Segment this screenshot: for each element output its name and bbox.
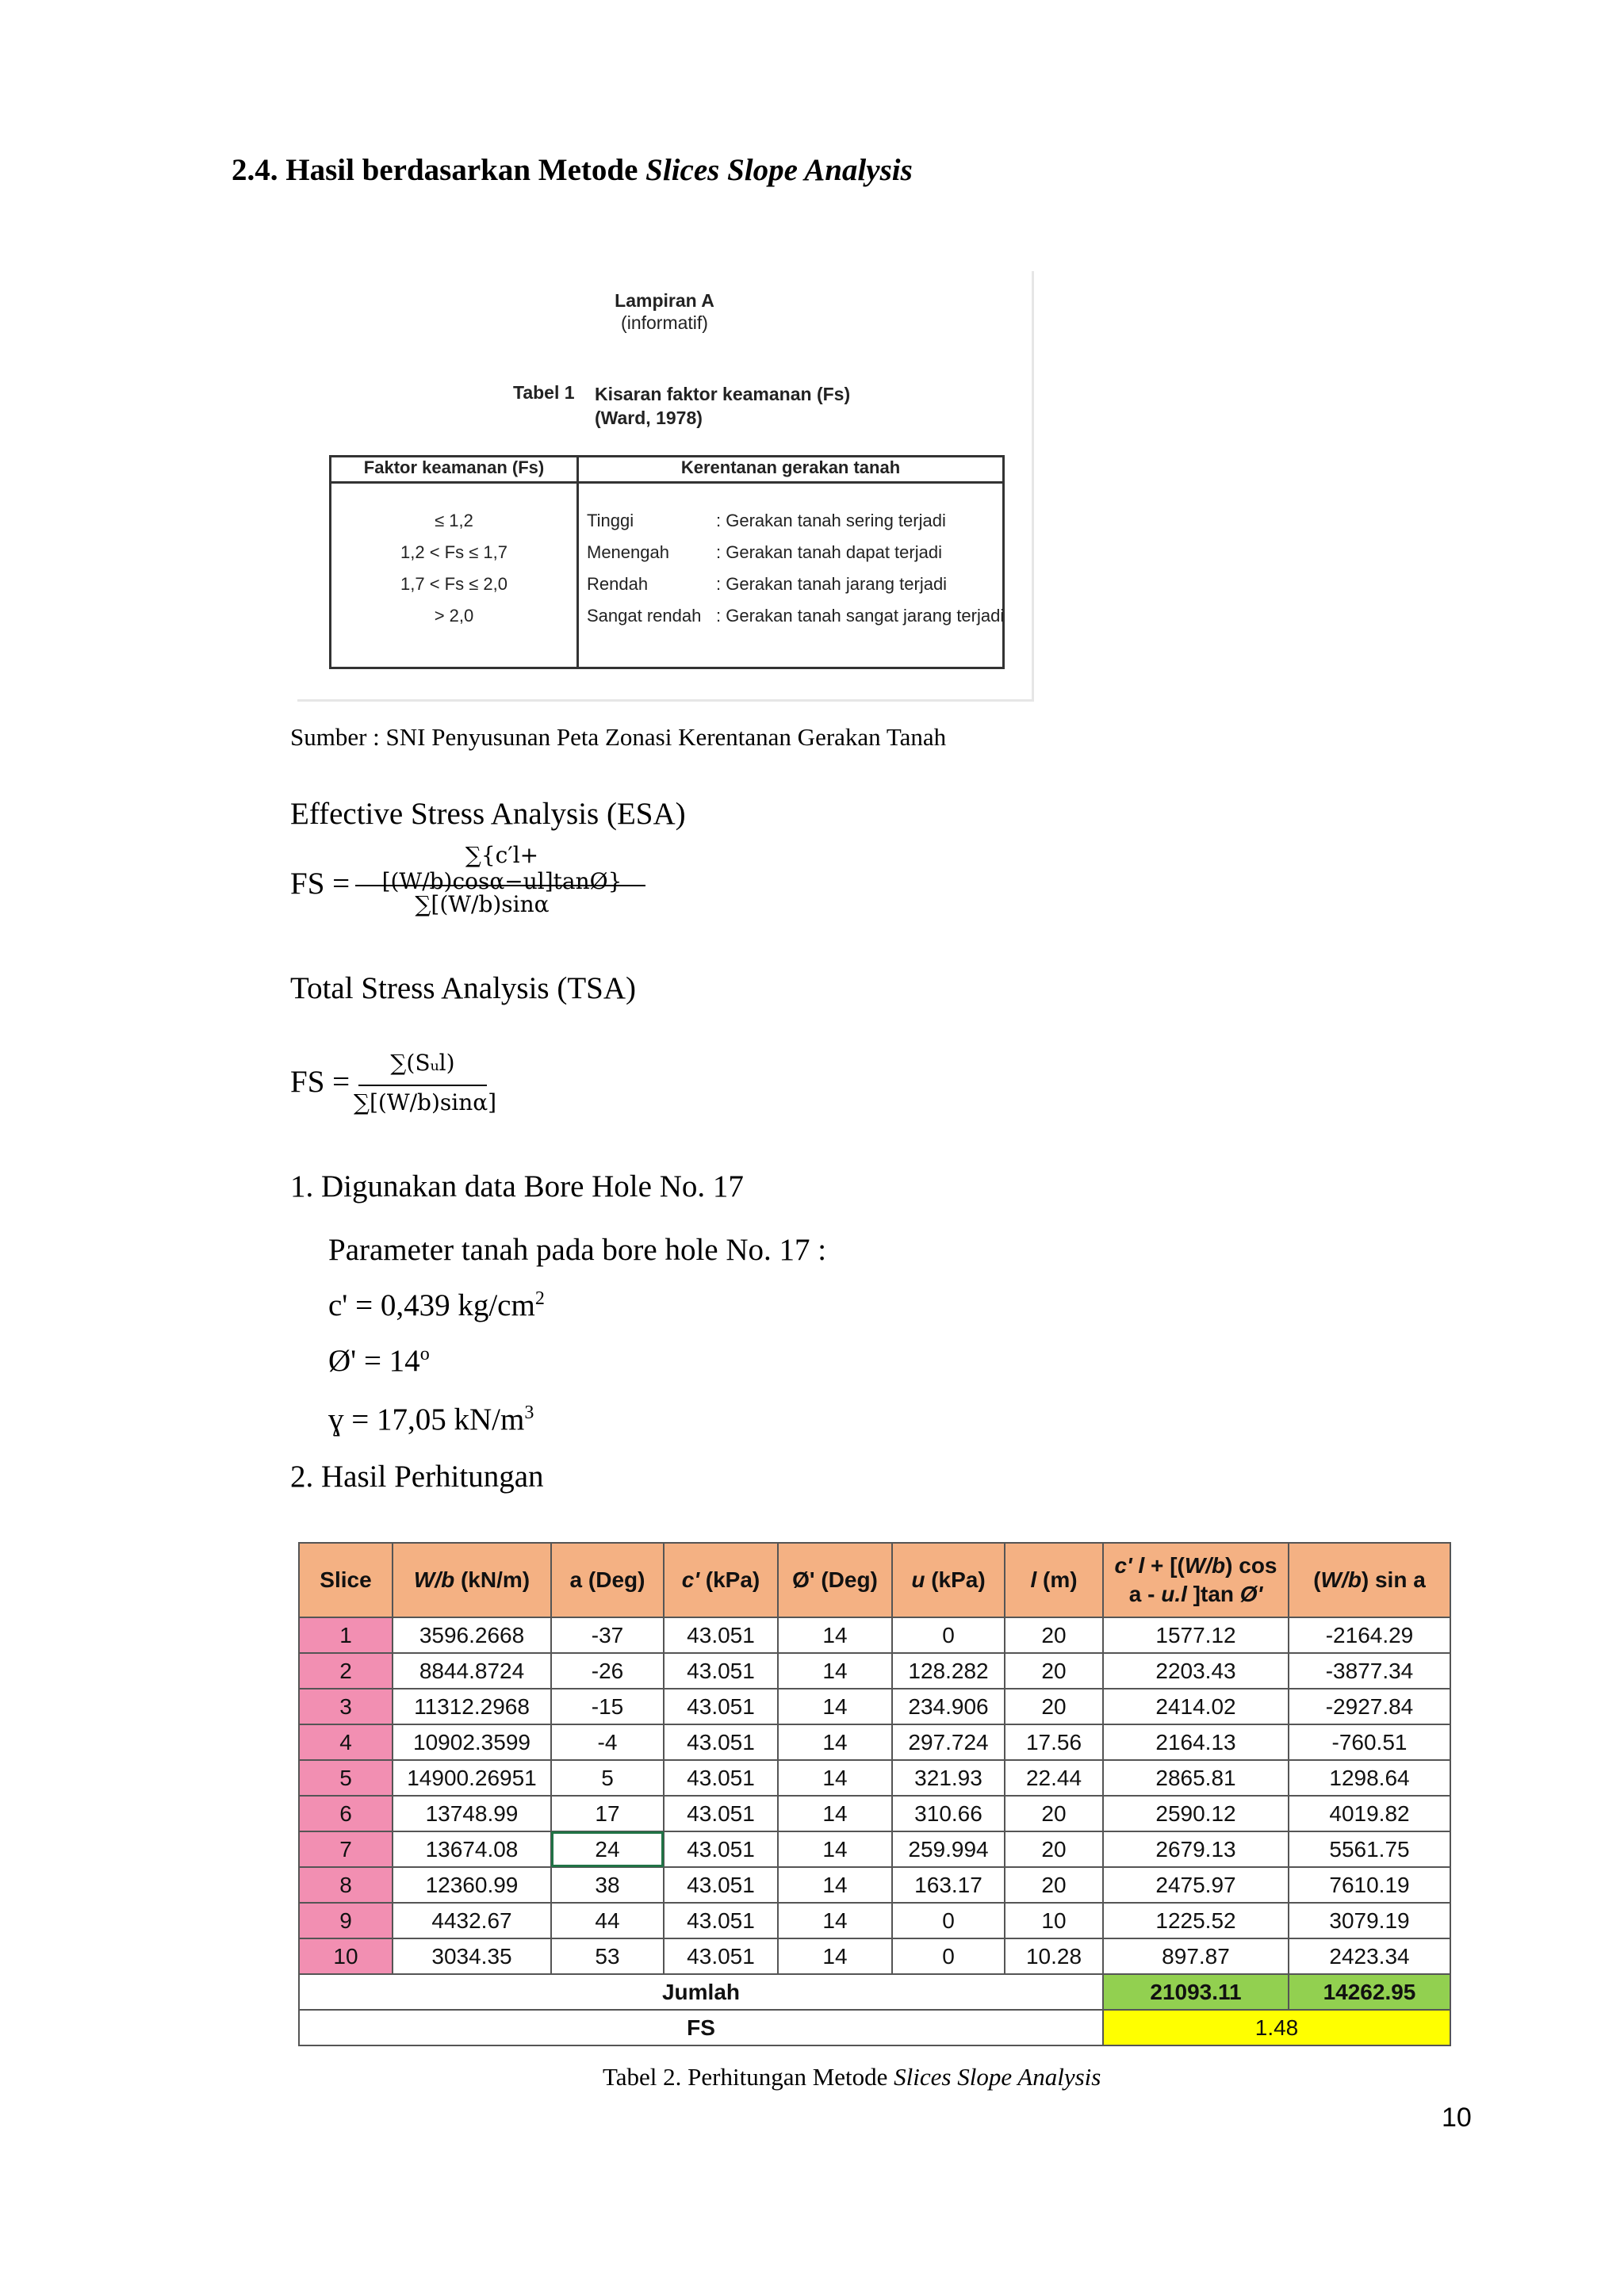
- table-cell: 10902.3599: [393, 1724, 551, 1760]
- table-cell: 9: [299, 1903, 393, 1938]
- table-cell: -3877.34: [1289, 1653, 1450, 1689]
- table-cell: 3: [299, 1689, 393, 1724]
- table-cell: 4: [299, 1724, 393, 1760]
- ward-table-header: Faktor keamanan (Fs) Kerentanan gerakan tanah: [331, 457, 1002, 484]
- table-cell: -15: [551, 1689, 664, 1724]
- table-cell: 0: [892, 1903, 1005, 1938]
- jumlah-drive: 14262.95: [1289, 1974, 1450, 2010]
- table-row: [299, 1653, 1450, 1689]
- table-cell: 14: [778, 1689, 892, 1724]
- table-cell: 38: [551, 1867, 664, 1903]
- table-cell: 43.051: [664, 1831, 778, 1867]
- table-cell: 1225.52: [1103, 1903, 1289, 1938]
- table-row: [299, 1617, 1450, 1653]
- col-slice: Slice: [299, 1543, 393, 1617]
- ward-desc: : Gerakan tanah sering terjadi: [716, 511, 946, 530]
- table-cell: 14: [778, 1867, 892, 1903]
- ward-fs: 1,2 < Fs ≤ 1,7: [400, 542, 508, 562]
- table-cell: 14: [778, 1724, 892, 1760]
- fs-label: FS: [299, 2010, 1103, 2045]
- table-cell: 10: [1005, 1903, 1103, 1938]
- table-cell: 163.17: [892, 1867, 1005, 1903]
- table-cell: -2927.84: [1289, 1689, 1450, 1724]
- table-cell: 22.44: [1005, 1760, 1103, 1796]
- table-cell: 2865.81: [1103, 1760, 1289, 1796]
- table-cell: 7: [299, 1831, 393, 1867]
- table-cell: 14: [778, 1831, 892, 1867]
- col-u: u (kPa): [892, 1543, 1005, 1617]
- col-phi: Ø' (Deg): [778, 1543, 892, 1617]
- ward-desc: : Gerakan tanah sangat jarang terjadi: [716, 606, 1005, 626]
- ward-table: [329, 455, 1005, 669]
- table-cell: 310.66: [892, 1796, 1005, 1831]
- table-row: [299, 1938, 1450, 1974]
- ward-level: Tinggi: [587, 511, 634, 530]
- table-cell: 2164.13: [1103, 1724, 1289, 1760]
- tsa-denominator: ∑[(W/b)sinα]: [354, 1089, 497, 1115]
- tsa-lhs: FS =: [290, 1065, 350, 1099]
- table-cell: 17.56: [1005, 1724, 1103, 1760]
- ward-fs: > 2,0: [434, 606, 474, 626]
- jumlah-row: [299, 1974, 1450, 2010]
- param-phi: Ø' = $14^o$: [328, 1344, 430, 1378]
- table-cell: 297.724: [892, 1724, 1005, 1760]
- table-cell: 13748.99: [393, 1796, 551, 1831]
- ward-desc: : Gerakan tanah dapat terjadi: [716, 542, 942, 562]
- table-cell: 17: [551, 1796, 664, 1831]
- table-cell: 3596.2668: [393, 1617, 551, 1653]
- table-row: [299, 1903, 1450, 1938]
- table-cell: 13674.08: [393, 1831, 551, 1867]
- table-cell: 2: [299, 1653, 393, 1689]
- table-cell: 5: [551, 1760, 664, 1796]
- ward-fs: ≤ 1,2: [435, 511, 473, 530]
- table-cell: 11312.2968: [393, 1689, 551, 1724]
- figure-table-caption: Kisaran faktor keamanan (Fs) (Ward, 1978): [595, 384, 851, 428]
- param-gamma: ɣ = 17,05 $kN/m^3$: [328, 1402, 534, 1437]
- table-cell: 43.051: [664, 1689, 778, 1724]
- esa-lhs: FS =: [290, 867, 350, 901]
- table-cell: 10: [299, 1938, 393, 1974]
- table-cell: 321.93: [892, 1760, 1005, 1796]
- table-cell: -26: [551, 1653, 664, 1689]
- jumlah-label: Jumlah: [299, 1974, 1103, 2010]
- table-cell: 5561.75: [1289, 1831, 1450, 1867]
- param-c: c' = 0,439 $kg/cm^2$: [328, 1288, 545, 1322]
- table-cell: 14: [778, 1903, 892, 1938]
- table-cell: 2590.12: [1103, 1796, 1289, 1831]
- table-cell: 53: [551, 1938, 664, 1974]
- table-row: [299, 1689, 1450, 1724]
- col-c: c' (kPa): [664, 1543, 778, 1617]
- table-cell: 43.051: [664, 1617, 778, 1653]
- ward-level: Menengah: [587, 542, 669, 562]
- table-cell: 12360.99: [393, 1867, 551, 1903]
- col-l: l (m): [1005, 1543, 1103, 1617]
- section-heading: 2.4. Hasil berdasarkan Metode Slices Slope Analysis: [232, 153, 913, 187]
- table-caption: Tabel 2. Perhitungan Metode Slices Slope Analysis: [603, 2063, 1101, 2091]
- ward-level: Sangat rendah: [587, 606, 702, 626]
- table-cell: 7610.19: [1289, 1867, 1450, 1903]
- table-row: [299, 1796, 1450, 1831]
- table-cell: 4432.67: [393, 1903, 551, 1938]
- table-cell: 14900.26951: [393, 1760, 551, 1796]
- table-row: [299, 1760, 1450, 1796]
- figure-table-label: Tabel 1: [513, 382, 575, 403]
- table-cell: 20: [1005, 1689, 1103, 1724]
- table-cell: 14: [778, 1938, 892, 1974]
- col-drive: (W/b) sin a: [1289, 1543, 1450, 1617]
- table-cell: 4019.82: [1289, 1796, 1450, 1831]
- table-cell: 20: [1005, 1653, 1103, 1689]
- table-cell: 2475.97: [1103, 1867, 1289, 1903]
- table-cell: 897.87: [1103, 1938, 1289, 1974]
- list-item-1: 1. Digunakan data Bore Hole No. 17: [290, 1169, 744, 1203]
- table-cell: 10.28: [1005, 1938, 1103, 1974]
- table-cell: 14: [778, 1617, 892, 1653]
- figure-source: Sumber : SNI Penyusunan Peta Zonasi Kerentanan Gerakan Tanah: [290, 723, 947, 751]
- table-cell: 20: [1005, 1617, 1103, 1653]
- esa-numerator: ∑{c′l+[(W/b)cosα−ul]tanØ}: [381, 842, 622, 894]
- esa-denominator: ∑[(W/b)sinα: [415, 891, 550, 917]
- table-cell: 20: [1005, 1796, 1103, 1831]
- table-cell: 5: [299, 1760, 393, 1796]
- col-a: a (Deg): [551, 1543, 664, 1617]
- table-cell: -4: [551, 1724, 664, 1760]
- table-cell: 20: [1005, 1867, 1103, 1903]
- table-cell: 8844.8724: [393, 1653, 551, 1689]
- table-cell: 2679.13: [1103, 1831, 1289, 1867]
- esa-title: Effective Stress Analysis (ESA): [290, 797, 686, 831]
- tsa-title: Total Stress Analysis (TSA): [290, 971, 637, 1005]
- table-cell: 6: [299, 1796, 393, 1831]
- table-cell: 0: [892, 1938, 1005, 1974]
- figure-subtitle: (informatif): [621, 312, 708, 333]
- ward-level: Rendah: [587, 574, 649, 594]
- list-item-2: 2. Hasil Perhitungan: [290, 1460, 544, 1494]
- table-cell: 43.051: [664, 1938, 778, 1974]
- col-resist: c' l + [(W/b) cos a - u.l ]tan Ø': [1103, 1543, 1289, 1617]
- table-row: [299, 1867, 1450, 1903]
- results-header-row: [299, 1543, 1450, 1617]
- table-cell: 24: [551, 1831, 664, 1867]
- table-row: [299, 1724, 1450, 1760]
- table-cell: 234.906: [892, 1689, 1005, 1724]
- figure-title: Lampiran A: [615, 290, 714, 311]
- tsa-numerator: ∑(Sᵤl): [390, 1050, 455, 1076]
- table-cell: 2414.02: [1103, 1689, 1289, 1724]
- table-cell: 259.994: [892, 1831, 1005, 1867]
- col-wb: W/b (kN/m): [393, 1543, 551, 1617]
- table-cell: 1577.12: [1103, 1617, 1289, 1653]
- table-cell: 14: [778, 1653, 892, 1689]
- ward-desc: : Gerakan tanah jarang terjadi: [716, 574, 948, 594]
- fs-value: 1.48: [1103, 2010, 1450, 2045]
- page-number: 10: [1442, 2103, 1472, 2133]
- table-cell: 1298.64: [1289, 1760, 1450, 1796]
- params-title: Parameter tanah pada bore hole No. 17 :: [328, 1233, 827, 1267]
- table-cell: 20: [1005, 1831, 1103, 1867]
- results-table: [298, 1542, 1451, 2046]
- jumlah-resist: 21093.11: [1103, 1974, 1289, 2010]
- table-cell: 14: [778, 1796, 892, 1831]
- table-cell: 43.051: [664, 1903, 778, 1938]
- table-cell: 1: [299, 1617, 393, 1653]
- table-cell: -2164.29: [1289, 1617, 1450, 1653]
- table-cell: 43.051: [664, 1796, 778, 1831]
- table-cell: 128.282: [892, 1653, 1005, 1689]
- safety-factor-figure: [297, 271, 1034, 702]
- table-cell: 43.051: [664, 1653, 778, 1689]
- table-cell: 8: [299, 1867, 393, 1903]
- table-cell: 44: [551, 1903, 664, 1938]
- table-cell: -37: [551, 1617, 664, 1653]
- table-cell: 3079.19: [1289, 1903, 1450, 1938]
- ward-fs: 1,7 < Fs ≤ 2,0: [400, 574, 508, 594]
- table-cell: -760.51: [1289, 1724, 1450, 1760]
- table-cell: 43.051: [664, 1724, 778, 1760]
- table-cell: 2423.34: [1289, 1938, 1450, 1974]
- table-cell: 43.051: [664, 1867, 778, 1903]
- table-cell: 0: [892, 1617, 1005, 1653]
- table-cell: 14: [778, 1760, 892, 1796]
- table-row: [299, 1831, 1450, 1867]
- table-cell: 43.051: [664, 1760, 778, 1796]
- table-cell: 3034.35: [393, 1938, 551, 1974]
- table-cell: 2203.43: [1103, 1653, 1289, 1689]
- fs-row: [299, 2010, 1450, 2045]
